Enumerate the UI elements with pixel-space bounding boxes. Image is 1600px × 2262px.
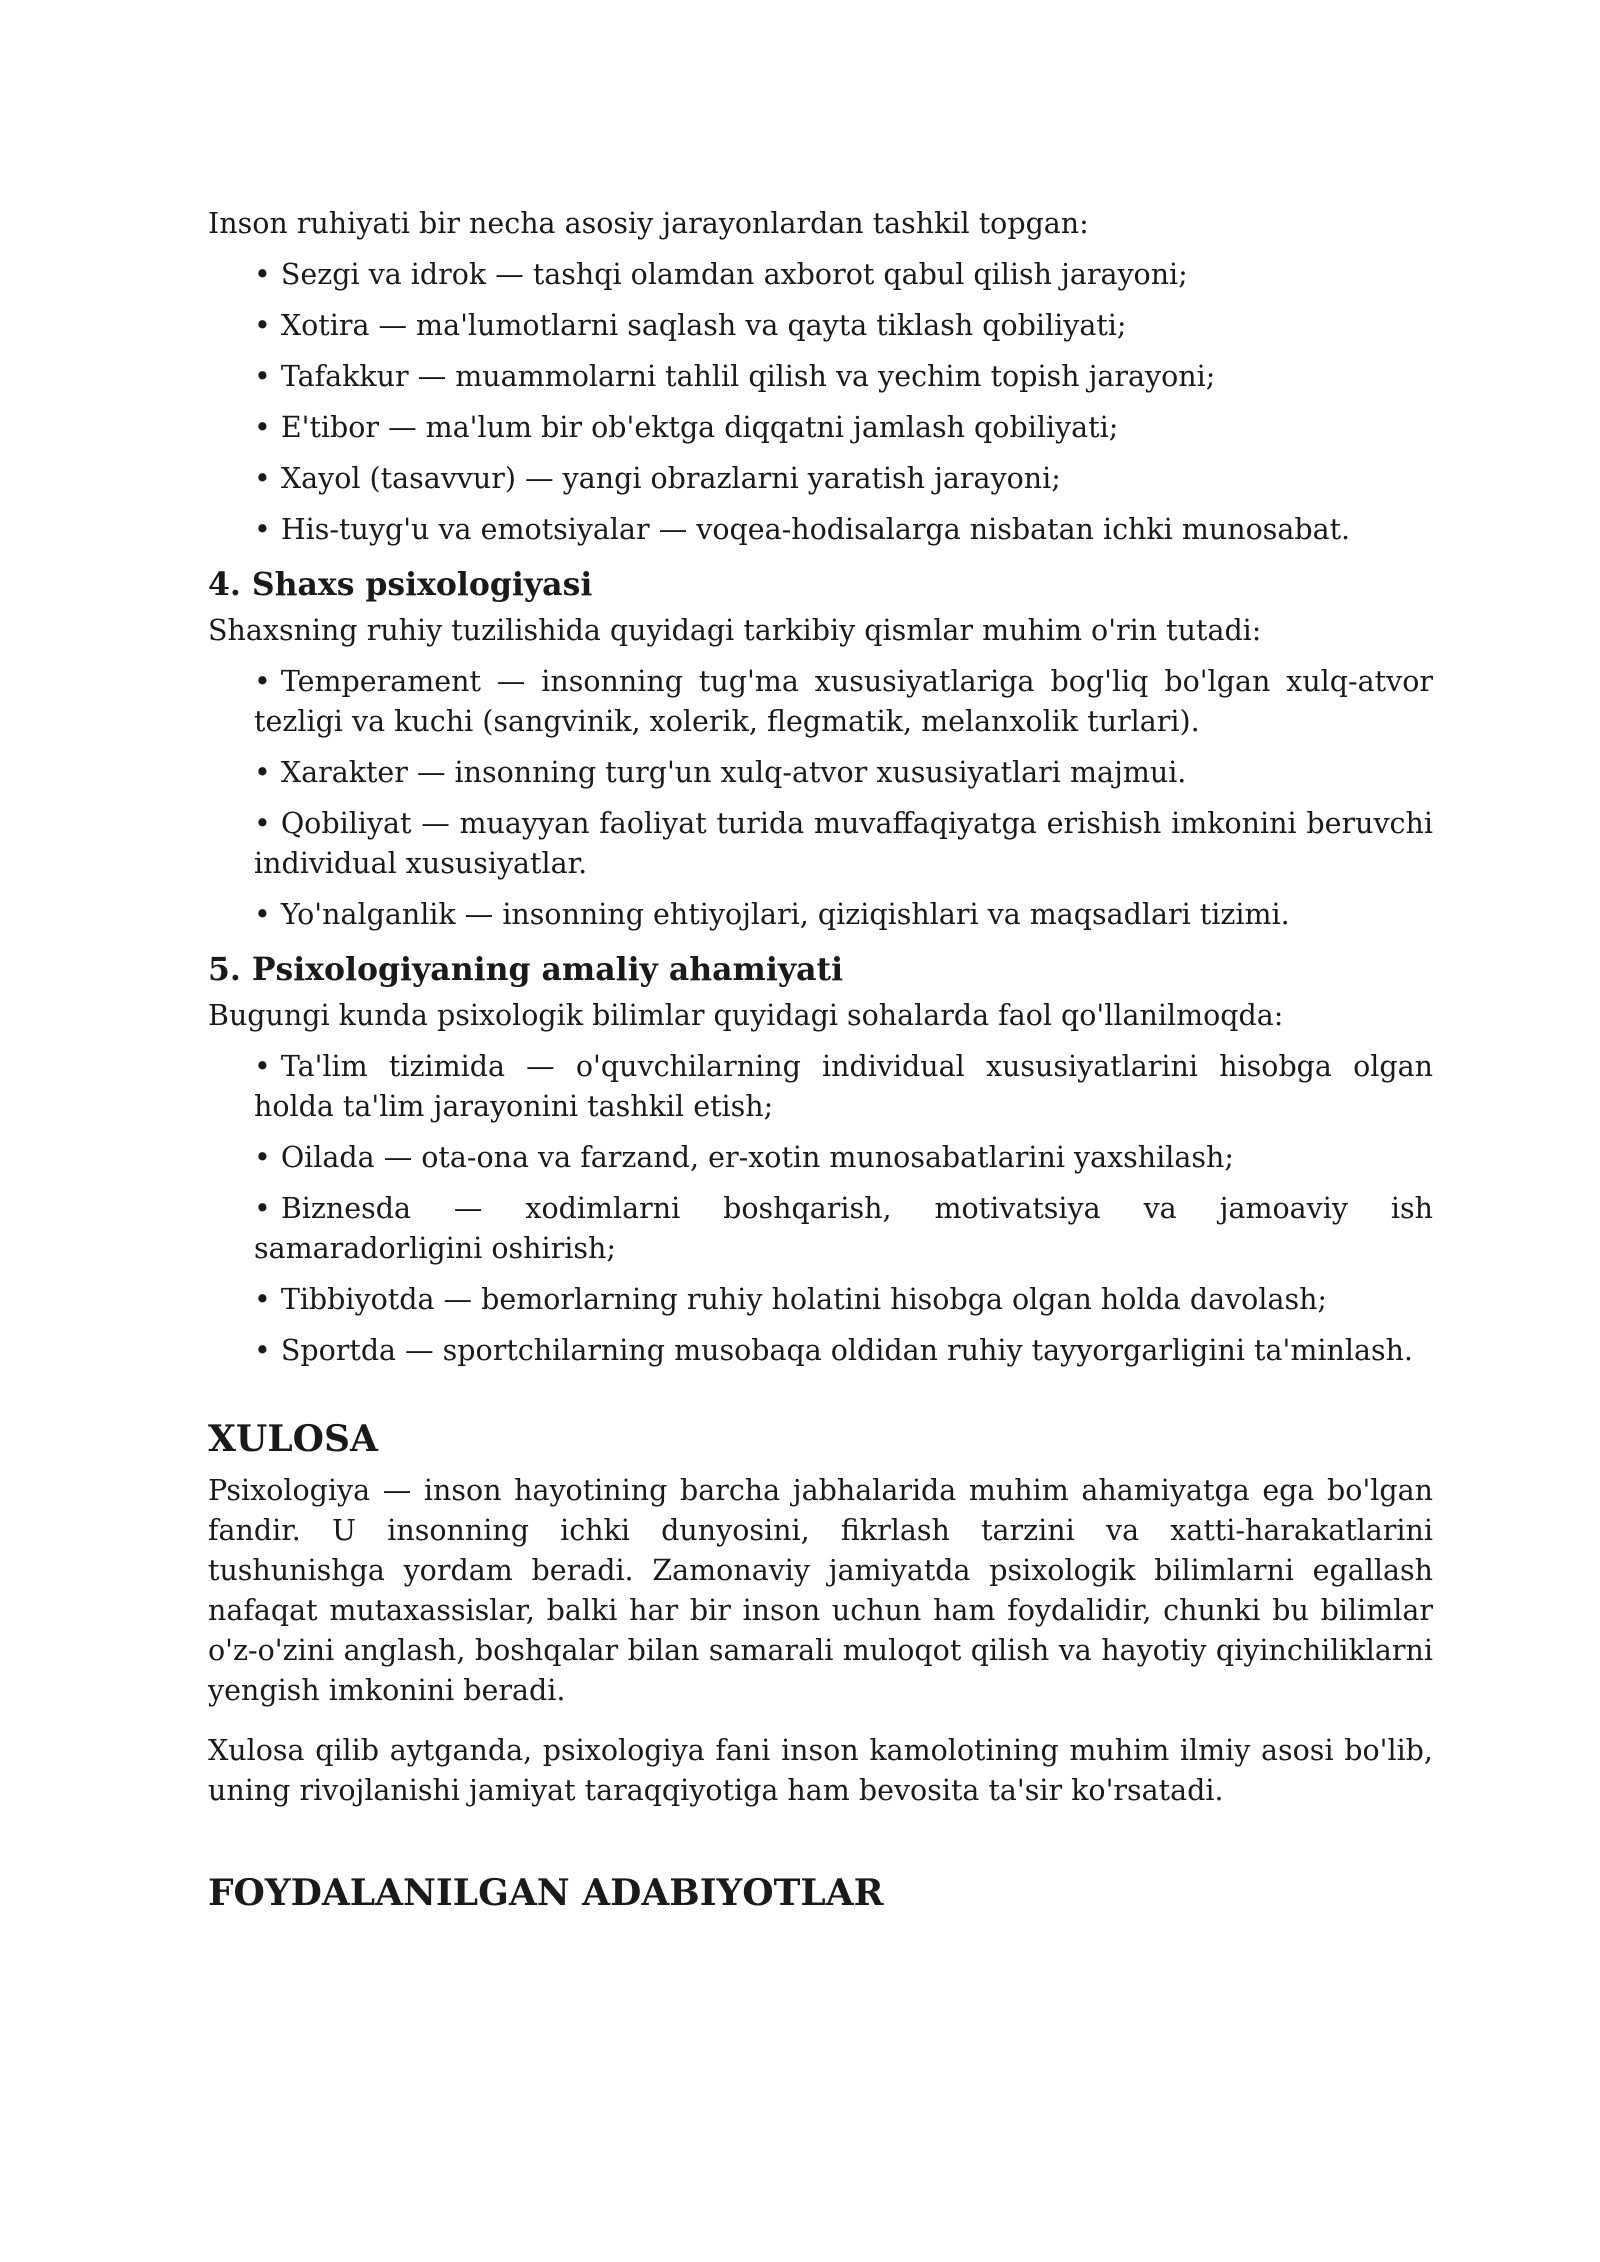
list-item-text: Xarakter — insonning turg'un xulq-atvor xususiyatlari majmui. bbox=[280, 756, 1187, 789]
list-item-text: Xayol (tasavvur) — yangi obrazlarni yaratish jarayoni; bbox=[280, 462, 1061, 495]
list-item-text: Tibbiyotda — bemorlarning ruhiy holatini hisobga olgan holda davolash; bbox=[280, 1283, 1328, 1316]
list-item bbox=[254, 753, 1433, 793]
section-heading-personality: 4. Shaxs psixologiyasi bbox=[208, 566, 593, 603]
bullet: • bbox=[254, 756, 271, 789]
bullet: • bbox=[254, 513, 271, 546]
processes-list bbox=[208, 255, 1433, 550]
bullet: • bbox=[254, 1334, 271, 1367]
conclusion-paragraph: Xulosa qilib aytganda, psixologiya fani inson kamolotining muhim ilmiy asosi bo'lib, uning rivojlanishi jamiyat taraqqiyotiga ham bevosita ta'sir ko'rsatadi. bbox=[208, 1734, 1433, 1807]
practical-list bbox=[208, 1047, 1433, 1371]
list-item bbox=[254, 510, 1433, 550]
list-item-text: Oilada — ota-ona va farzand, er-xotin munosabatlarini yaxshilash; bbox=[280, 1141, 1234, 1174]
list-item-text: Tafakkur — muammolarni tahlil qilish va yechim topish jarayoni; bbox=[280, 360, 1216, 393]
processes-intro: Inson ruhiyati bir necha asosiy jarayonlardan tashkil topgan: bbox=[208, 207, 1089, 240]
bullet: • bbox=[254, 360, 271, 393]
list-item-text: Temperament — insonning tug'ma xususiyatlariga bog'liq bo'lgan xulq-atvor tezligi va kuchi (sangvinik, xolerik, flegmatik, melanxolik turlari). bbox=[254, 665, 1433, 738]
conclusion-heading: XULOSA bbox=[208, 1418, 378, 1460]
list-item-text: Biznesda — xodimlarni boshqarish, motivatsiya va jamoaviy ish samaradorligini oshirish; bbox=[254, 1192, 1433, 1265]
list-item bbox=[254, 1138, 1433, 1178]
bullet: • bbox=[254, 309, 271, 342]
personality-list bbox=[208, 662, 1433, 935]
bullet: • bbox=[254, 898, 271, 931]
list-item bbox=[254, 1047, 1433, 1127]
section-heading-practical: 5. Psixologiyaning amaliy ahamiyati bbox=[208, 951, 844, 988]
section-intro-personality: Shaxsning ruhiy tuzilishida quyidagi tarkibiy qismlar muhim o'rin tutadi: bbox=[208, 614, 1262, 647]
section-intro-practical: Bugungi kunda psixologik bilimlar quyidagi sohalarda faol qo'llanilmoqda: bbox=[208, 999, 1284, 1032]
list-item-text: Xotira — ma'lumotlarni saqlash va qayta tiklash qobiliyati; bbox=[280, 309, 1127, 342]
bullet: • bbox=[254, 1141, 271, 1174]
references-heading: FOYDALANILGAN ADABIYOTLAR bbox=[208, 1872, 884, 1914]
list-item-text: Qobiliyat — muayyan faoliyat turida muvaffaqiyatga erishish imkonini beruvchi individual xususiyatlar. bbox=[254, 807, 1433, 880]
list-item-text: His-tuyg'u va emotsiyalar — voqea-hodisalarga nisbatan ichki munosabat. bbox=[280, 513, 1351, 546]
list-item bbox=[254, 804, 1433, 884]
list-item-text: Ta'lim tizimida — o'quvchilarning individual xususiyatlarini hisobga olgan holda ta'lim jarayonini tashkil etish; bbox=[254, 1050, 1433, 1123]
list-item-text: Yo'nalganlik — insonning ehtiyojlari, qiziqishlari va maqsadlari tizimi. bbox=[280, 898, 1290, 931]
list-item bbox=[254, 662, 1433, 742]
conclusion-paragraph: Psixologiya — inson hayotining barcha jabhalarida muhim ahamiyatga ega bo'lgan fandir. U insonning ichki dunyosini, fikrlash tarzini va xatti-harakatlarini tushunishga yordam beradi. Zamonaviy jamiyatda psixologik bilimlarni egallash nafaqat mutaxassislar, balki har bir inson uchun ham foydalidir, chunki bu bilimlar o'z-o'zini anglash, boshqalar bilan samarali muloqot qilish va hayotiy qiyinchiliklarni yengish imkonini beradi. bbox=[208, 1474, 1433, 1707]
list-item-text: Sportda — sportchilarning musobaqa oldidan ruhiy tayyorgarligini ta'minlash. bbox=[280, 1334, 1413, 1367]
list-item bbox=[254, 1189, 1433, 1269]
bullet: • bbox=[254, 665, 271, 698]
bullet: • bbox=[254, 1050, 271, 1083]
list-item bbox=[254, 1280, 1433, 1320]
list-item bbox=[254, 895, 1433, 935]
bullet: • bbox=[254, 462, 271, 495]
list-item-text: E'tibor — ma'lum bir ob'ektga diqqatni jamlash qobiliyati; bbox=[280, 411, 1119, 444]
list-item bbox=[254, 357, 1433, 397]
list-item-text: Sezgi va idrok — tashqi olamdan axborot qabul qilish jarayoni; bbox=[280, 258, 1188, 291]
list-item bbox=[254, 459, 1433, 499]
bullet: • bbox=[254, 807, 271, 840]
bullet: • bbox=[254, 1192, 271, 1225]
list-item bbox=[254, 408, 1433, 448]
list-item bbox=[254, 255, 1433, 295]
list-item bbox=[254, 306, 1433, 346]
bullet: • bbox=[254, 258, 271, 291]
bullet: • bbox=[254, 1283, 271, 1316]
bullet: • bbox=[254, 411, 271, 444]
list-item bbox=[254, 1331, 1433, 1371]
